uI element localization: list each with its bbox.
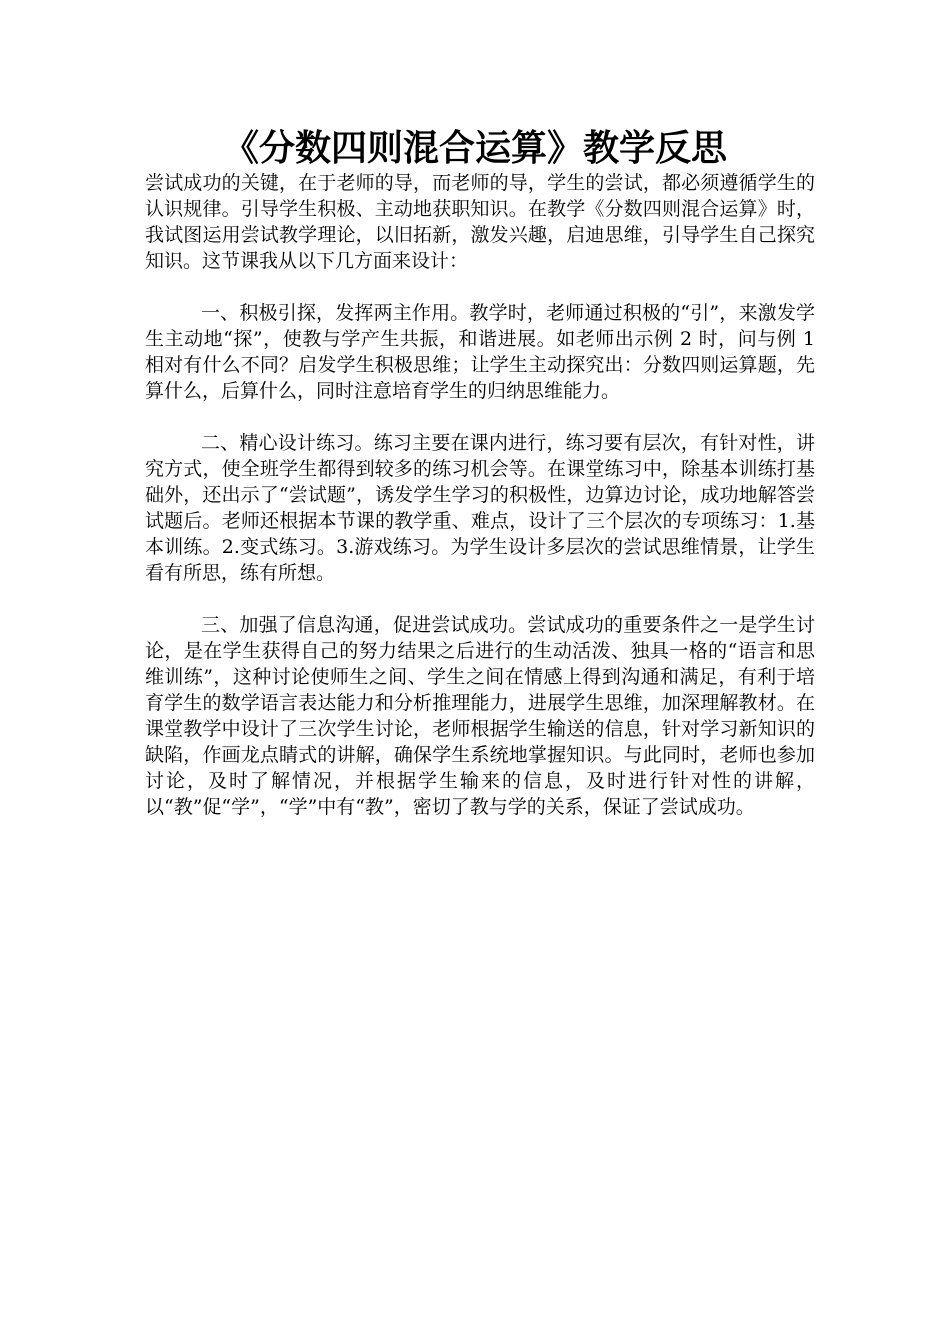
paragraph-intro: 尝试成功的关键，在于老师的导，而老师的导，学生的尝试，都必须遵循学生的认识规律。引导学生积极、主动地获职知识。在教学《分数四则混合运算》时，我试图运用尝试教学理论，以旧拓新，激发兴趣，启迪思维，引导学生自己探究知识。这节课我从以下几方面来设计： [145, 172, 815, 272]
paragraph-section-2: 二、精心设计练习。练习主要在课内进行，练习要有层次，有针对性，讲究方式，使全班学生都得到较多的练习机会等。在课堂练习中，除基本训练打基础外，还出示了“尝试题”，诱发学生学习的积极性，边算边讨论，成功地解答尝试题后。老师还根据本节课的教学重、难点，设计了三个层次的专项练习：1.基本训练。2.变式练习。3.游戏练习。为学生设计多层次的尝试思维情景，让学生看有所思，练有所想。 [145, 432, 815, 584]
paragraph-section-3: 三、加强了信息沟通，促进尝试成功。尝试成功的重要条件之一是学生讨论，是在学生获得自己的努力结果之后进行的生动活泼、独具一格的“语言和思维训练”，这种讨论使师生之间、学生之间在情感上得到沟通和满足，有利于培育学生的数学语言表达能力和分析推理能力，进展学生思维，加深理解教材。在课堂教学中设计了三次学生讨论，老师根据学生输送的信息，针对学习新知识的缺陷，作画龙点睛式的讲解，确保学生系统地掌握知识。与此同时，老师也参加讨论，及时了解情况，并根据学生输来的信息，及时进行针对性的讲解，以“教”促“学”，“学”中有“教”，密切了教与学的关系，保证了尝试成功。 [145, 614, 815, 818]
paragraph-section-1: 一、积极引探，发挥两主作用。教学时，老师通过积极的“引”，来激发学生主动地“探”，使教与学产生共振，和谐进展。如老师出示例 2 时，问与例 1 相对有什么不同？启发学生积极思维；让学生主动探究出：分数四则运算题，先算什么，后算什么，同时注意培育学生的归纳思维能力。 [145, 302, 815, 402]
document-body [145, 170, 815, 846]
document-title: 《分数四则混合运算》教学反思 [222, 127, 727, 169]
